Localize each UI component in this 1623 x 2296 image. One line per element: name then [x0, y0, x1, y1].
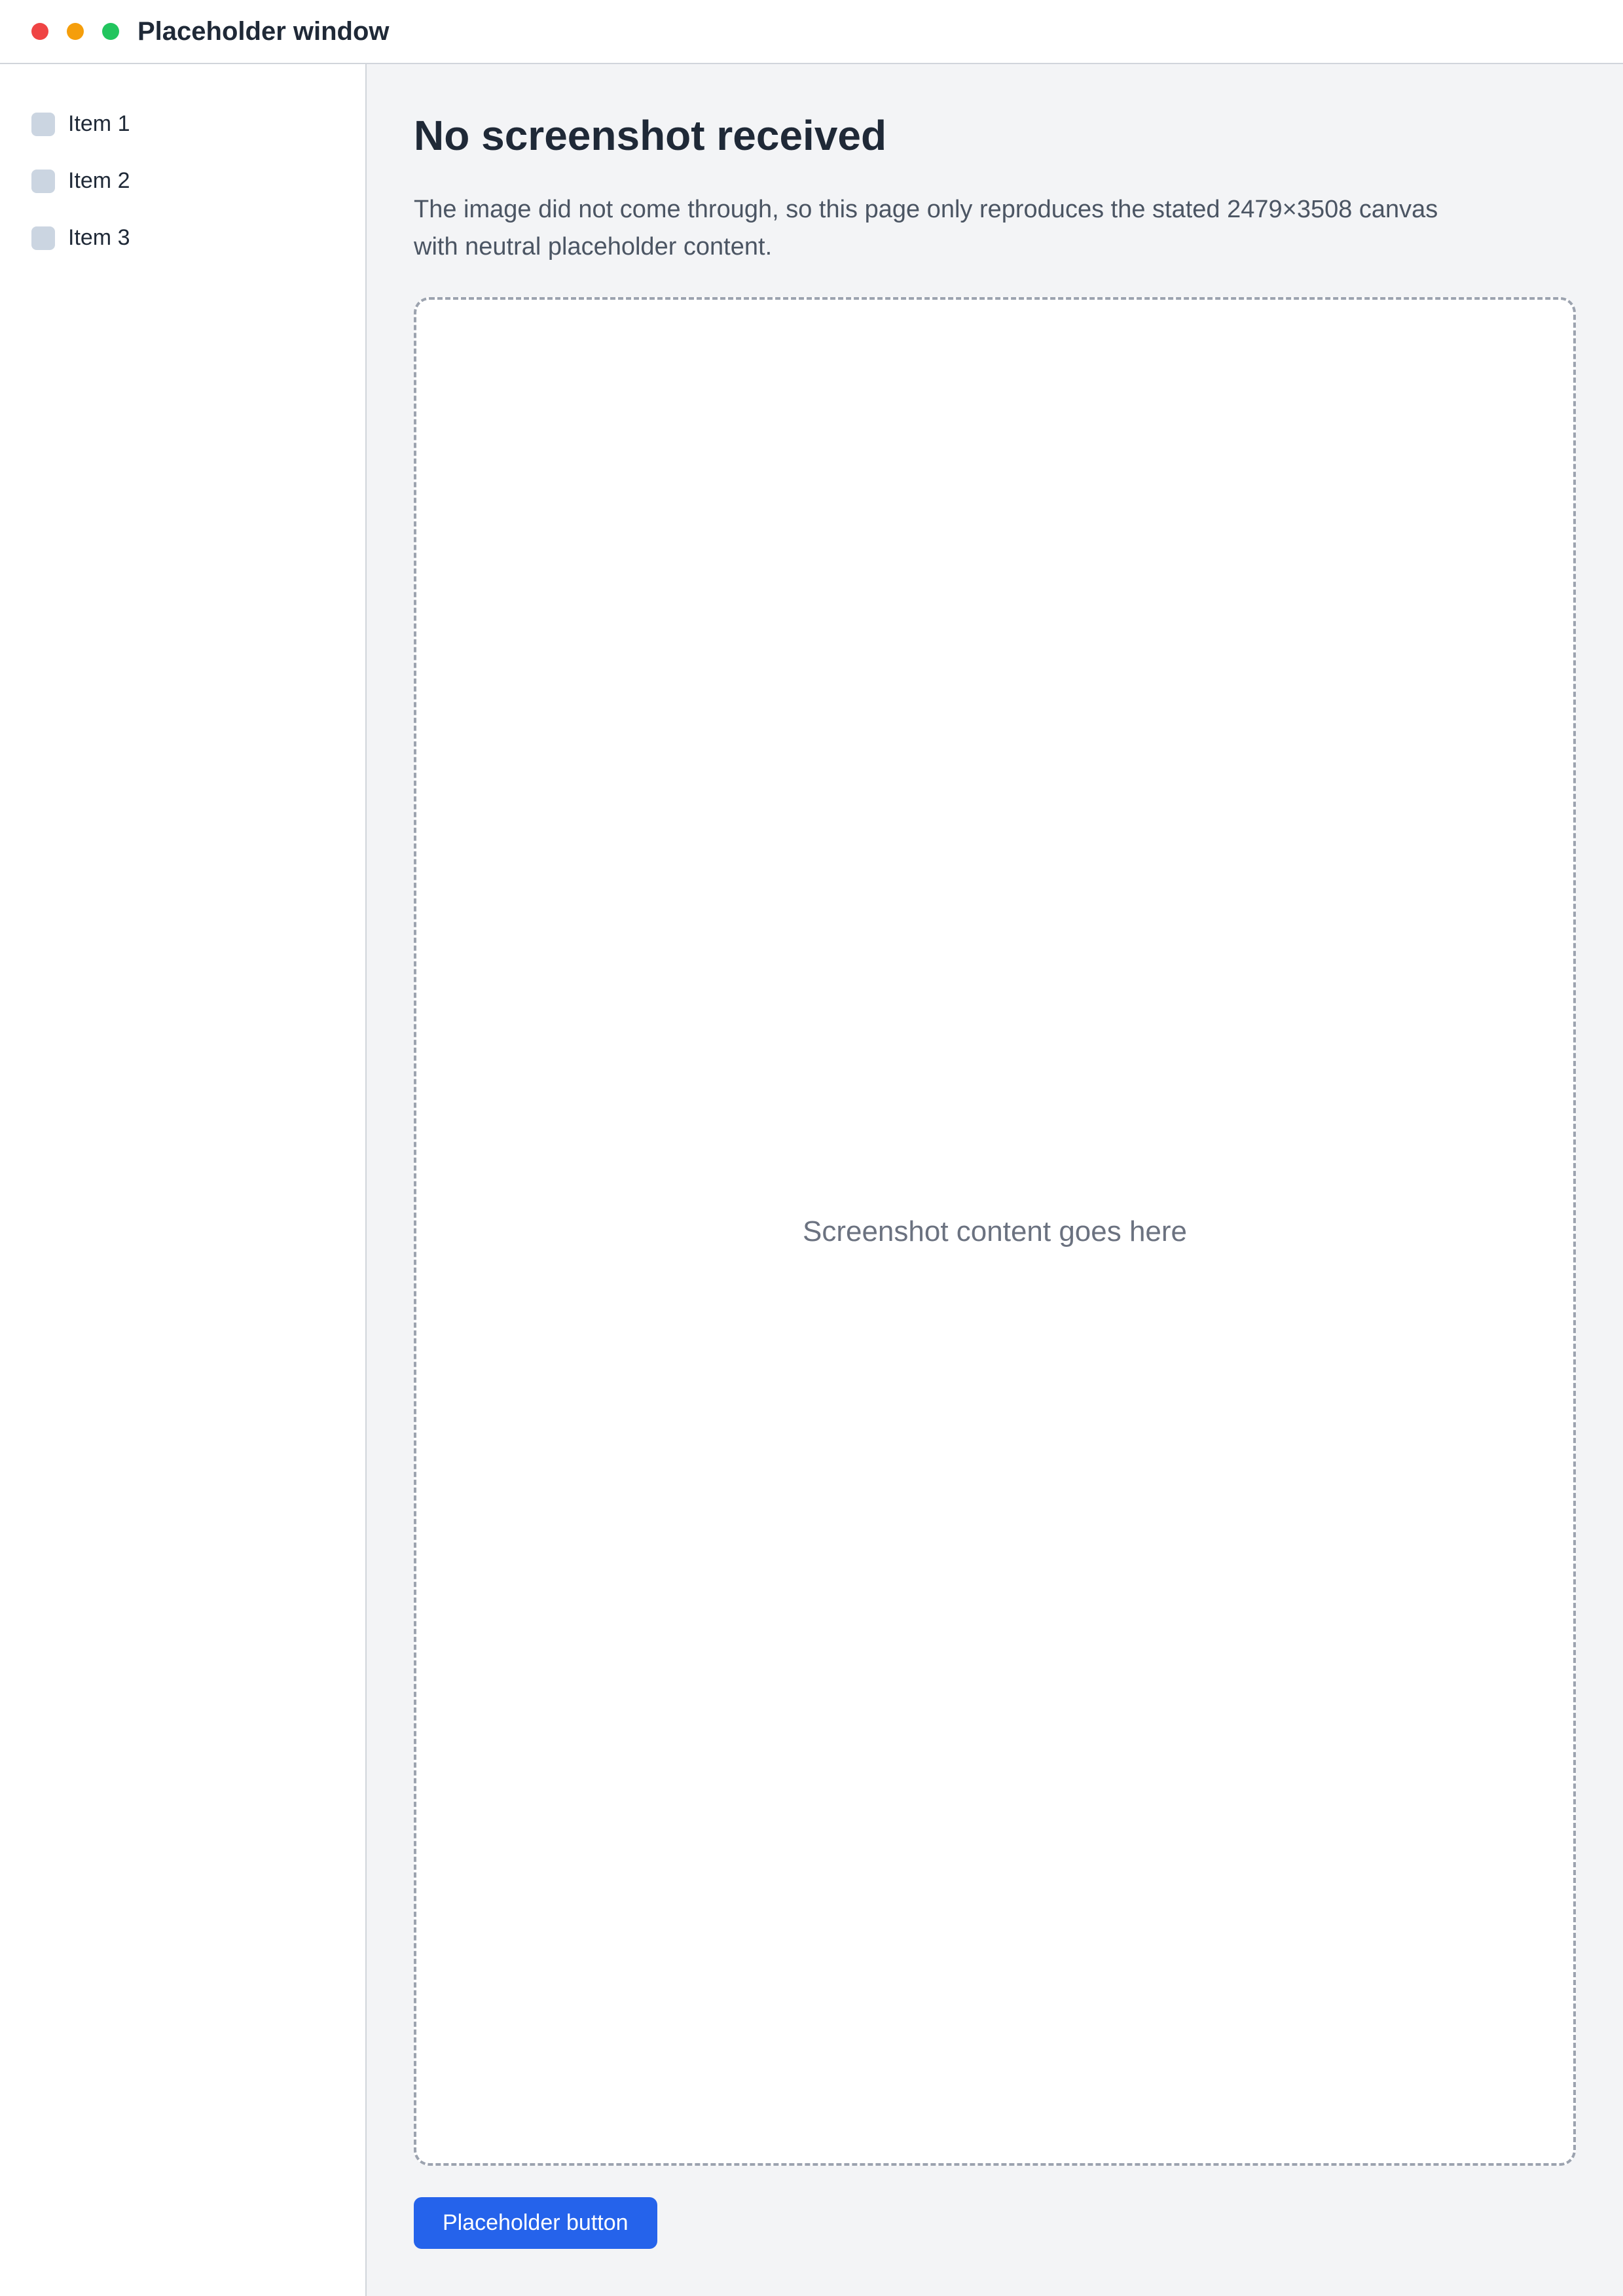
sidebar-item-label: Item 3: [68, 225, 130, 250]
placeholder-icon: [31, 226, 55, 250]
title-bar: [0, 0, 1623, 64]
placeholder-icon: [31, 170, 55, 193]
minimize-icon[interactable]: [67, 23, 84, 40]
sidebar-item-2[interactable]: [0, 152, 365, 209]
main-content: [367, 64, 1623, 2296]
sidebar-item-3[interactable]: [0, 209, 365, 266]
placeholder-icon: [31, 113, 55, 136]
missing-image-note: The image did not come through, so this page only reproduces the stated 2479×3508 canvas with neutral placeholder content.: [414, 196, 1438, 260]
window-body: [0, 64, 1623, 2296]
maximize-icon[interactable]: [102, 23, 119, 40]
sidebar-item-label: Item 1: [68, 111, 130, 136]
placeholder-button[interactable]: Placeholder button: [414, 2197, 657, 2249]
window-title: Placeholder window: [137, 16, 390, 46]
page-title: No screenshot received: [414, 112, 887, 159]
sidebar-item-label: Item 2: [68, 168, 130, 193]
content-placeholder: Screenshot content goes here: [414, 297, 1576, 2166]
sidebar-item-1[interactable]: [0, 96, 365, 152]
sidebar: [0, 64, 367, 2296]
close-icon[interactable]: [31, 23, 48, 40]
